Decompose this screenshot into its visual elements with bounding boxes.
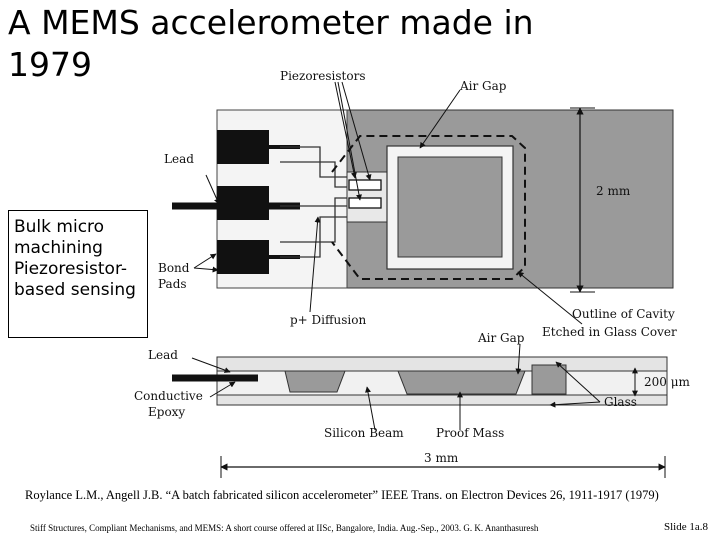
method-note-box: [8, 210, 148, 338]
bond-pad-3: [217, 240, 269, 274]
label-2mm: 2 mm: [596, 184, 631, 198]
label-bond-pads-2: Pads: [158, 277, 187, 291]
side-cavity-left: [285, 371, 345, 392]
side-proof-mass: [398, 371, 525, 394]
label-piezoresistors: Piezoresistors: [280, 69, 366, 83]
label-outline-1: Outline of Cavity: [572, 307, 675, 321]
course-footer: Stiff Structures, Compliant Mechanisms, and MEMS: A short course offered at IISc, Bangalore, India. Aug.-Sep., 2003. G. K. Ananthasuresh: [30, 523, 539, 533]
slide-number: Slide 1a.8: [664, 521, 708, 533]
label-glass: Glass: [604, 395, 637, 409]
method-note-line-2: machining: [14, 238, 103, 258]
glass-cover-top: [217, 357, 667, 371]
label-lead-side: Lead: [148, 348, 178, 362]
label-p-diffusion: p+ Diffusion: [290, 313, 367, 327]
method-note-line-3: Piezoresistor-: [14, 259, 127, 279]
label-3mm: 3 mm: [424, 451, 459, 465]
side-edge-block: [532, 365, 566, 394]
accelerometer-diagram: [120, 62, 720, 482]
glass-base: [217, 395, 667, 405]
label-200um: 200 μm: [644, 375, 690, 389]
method-note-line-1: Bulk micro: [14, 217, 105, 237]
proof-mass-top: [398, 157, 502, 257]
label-outline-2: Etched in Glass Cover: [542, 325, 677, 339]
label-air-gap-top: Air Gap: [460, 79, 507, 93]
label-silicon-beam: Silicon Beam: [324, 426, 404, 440]
label-proof-mass: Proof Mass: [436, 426, 505, 440]
label-conductive-2: Epoxy: [148, 405, 186, 419]
bond-pad-1: [217, 130, 269, 164]
method-note-line-4: based sensing: [14, 280, 136, 300]
label-conductive-1: Conductive: [134, 389, 203, 403]
label-lead-top: Lead: [164, 152, 194, 166]
label-bond-pads-1: Bond: [158, 261, 190, 275]
citation: Roylance L.M., Angell J.B. “A batch fabricated silicon accelerometer” IEEE Trans. on Electron Devices 26, 1911-1917 (1979): [25, 488, 659, 502]
top-view: [158, 69, 677, 339]
slide-title: A MEMS accelerometer made in 1979: [8, 3, 534, 84]
label-air-gap-side: Air Gap: [478, 331, 525, 345]
side-view: [134, 331, 691, 478]
